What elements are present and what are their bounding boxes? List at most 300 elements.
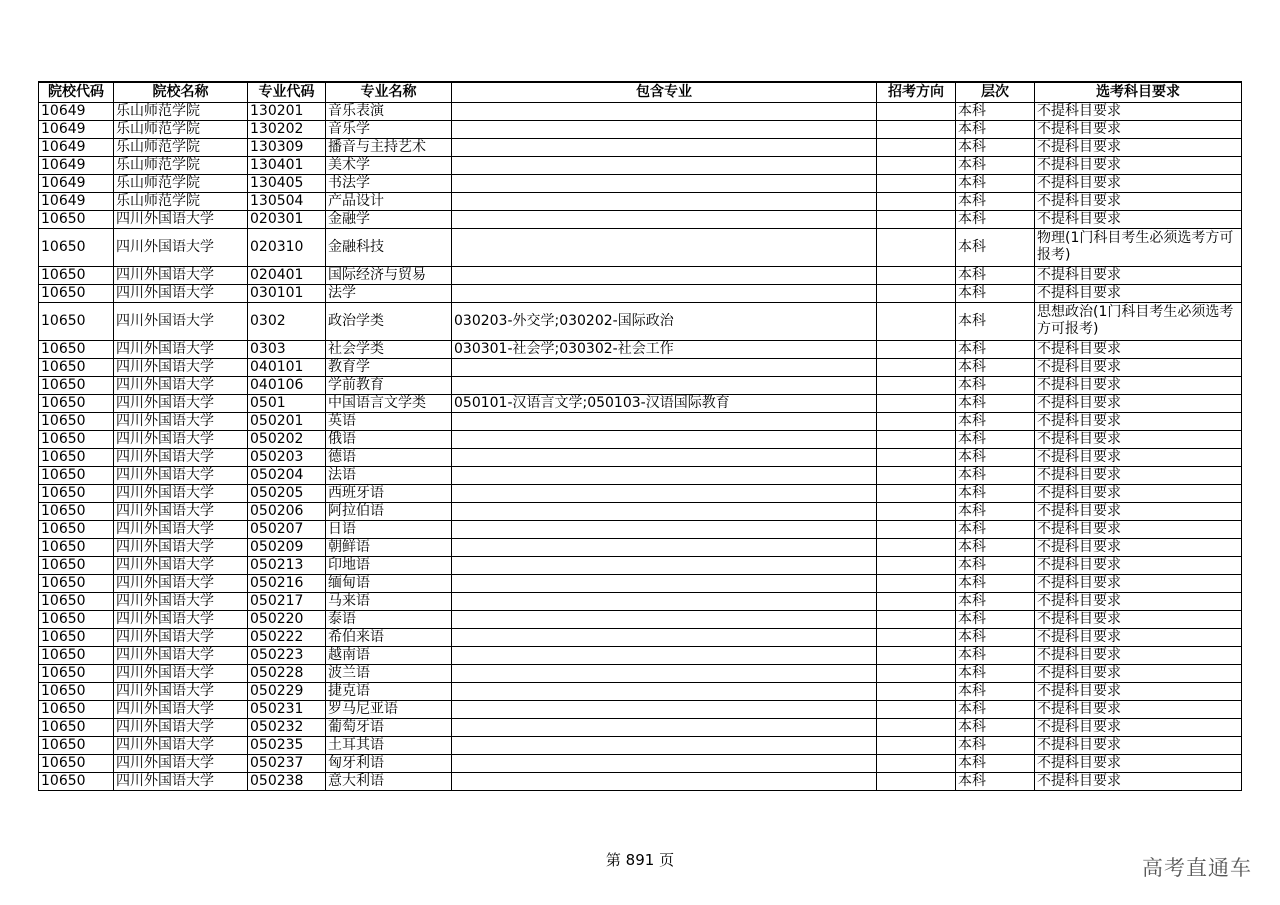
cell-level: 本科 [956, 120, 1035, 138]
cell-school-name: 四川外国语大学 [114, 754, 248, 772]
cell-included-majors [452, 448, 877, 466]
cell-major-name: 播音与主持艺术 [326, 138, 452, 156]
cell-direction [877, 228, 956, 266]
cell-school-name: 乐山师范学院 [114, 174, 248, 192]
cell-school-code: 10650 [39, 430, 114, 448]
cell-subject-requirement: 不提科目要求 [1035, 538, 1242, 556]
cell-subject-requirement: 不提科目要求 [1035, 120, 1242, 138]
cell-major-name: 金融科技 [326, 228, 452, 266]
cell-subject-requirement: 不提科目要求 [1035, 718, 1242, 736]
cell-major-code: 050209 [248, 538, 326, 556]
cell-major-code: 050202 [248, 430, 326, 448]
cell-major-name: 学前教育 [326, 376, 452, 394]
cell-major-name: 朝鲜语 [326, 538, 452, 556]
cell-included-majors [452, 736, 877, 754]
cell-school-name: 四川外国语大学 [114, 448, 248, 466]
cell-direction [877, 340, 956, 358]
table-row [39, 138, 1242, 156]
cell-direction [877, 430, 956, 448]
cell-subject-requirement: 物理(1门科目考生必须选考方可报考) [1035, 228, 1242, 266]
cell-school-code: 10650 [39, 538, 114, 556]
header-school-code: 院校代码 [39, 82, 114, 102]
cell-major-code: 050203 [248, 448, 326, 466]
cell-school-code: 10650 [39, 376, 114, 394]
table-row [39, 228, 1242, 266]
cell-subject-requirement: 不提科目要求 [1035, 192, 1242, 210]
table-row [39, 754, 1242, 772]
cell-major-code: 050222 [248, 628, 326, 646]
cell-subject-requirement: 不提科目要求 [1035, 700, 1242, 718]
cell-school-code: 10650 [39, 718, 114, 736]
table-row [39, 156, 1242, 174]
cell-school-code: 10650 [39, 520, 114, 538]
cell-subject-requirement: 不提科目要求 [1035, 772, 1242, 790]
cell-direction [877, 302, 956, 340]
cell-level: 本科 [956, 700, 1035, 718]
cell-direction [877, 754, 956, 772]
cell-direction [877, 592, 956, 610]
cell-major-name: 西班牙语 [326, 484, 452, 502]
cell-major-name: 美术学 [326, 156, 452, 174]
cell-major-name: 越南语 [326, 646, 452, 664]
cell-major-code: 030101 [248, 284, 326, 302]
cell-included-majors [452, 628, 877, 646]
table-row [39, 192, 1242, 210]
cell-included-majors: 030203-外交学;030202-国际政治 [452, 302, 877, 340]
cell-level: 本科 [956, 210, 1035, 228]
cell-level: 本科 [956, 646, 1035, 664]
table-header-row [39, 82, 1242, 102]
cell-included-majors [452, 772, 877, 790]
cell-direction [877, 574, 956, 592]
table-row [39, 664, 1242, 682]
cell-school-name: 四川外国语大学 [114, 266, 248, 284]
cell-school-code: 10650 [39, 228, 114, 266]
table-row [39, 394, 1242, 412]
cell-school-code: 10650 [39, 484, 114, 502]
cell-level: 本科 [956, 138, 1035, 156]
cell-direction [877, 466, 956, 484]
cell-school-code: 10650 [39, 772, 114, 790]
table-row [39, 120, 1242, 138]
cell-school-name: 四川外国语大学 [114, 376, 248, 394]
cell-major-code: 050216 [248, 574, 326, 592]
cell-major-name: 音乐学 [326, 120, 452, 138]
cell-school-name: 四川外国语大学 [114, 736, 248, 754]
cell-major-code: 130201 [248, 102, 326, 120]
header-included-majors: 包含专业 [452, 82, 877, 102]
cell-subject-requirement: 不提科目要求 [1035, 138, 1242, 156]
cell-major-name: 政治学类 [326, 302, 452, 340]
cell-major-name: 社会学类 [326, 340, 452, 358]
cell-direction [877, 646, 956, 664]
cell-school-name: 四川外国语大学 [114, 412, 248, 430]
table-row [39, 174, 1242, 192]
cell-included-majors [452, 610, 877, 628]
table-row [39, 302, 1242, 340]
cell-school-code: 10650 [39, 754, 114, 772]
cell-direction [877, 502, 956, 520]
cell-major-code: 020301 [248, 210, 326, 228]
cell-direction [877, 394, 956, 412]
cell-major-code: 020401 [248, 266, 326, 284]
header-direction: 招考方向 [877, 82, 956, 102]
cell-school-code: 10650 [39, 266, 114, 284]
cell-direction [877, 156, 956, 174]
cell-included-majors [452, 556, 877, 574]
cell-major-code: 050220 [248, 610, 326, 628]
cell-level: 本科 [956, 156, 1035, 174]
table-row [39, 376, 1242, 394]
cell-major-name: 印地语 [326, 556, 452, 574]
cell-level: 本科 [956, 754, 1035, 772]
cell-school-code: 10650 [39, 502, 114, 520]
cell-major-name: 匈牙利语 [326, 754, 452, 772]
cell-level: 本科 [956, 736, 1035, 754]
cell-included-majors [452, 574, 877, 592]
cell-level: 本科 [956, 466, 1035, 484]
cell-major-name: 音乐表演 [326, 102, 452, 120]
cell-level: 本科 [956, 284, 1035, 302]
cell-direction [877, 284, 956, 302]
cell-major-name: 波兰语 [326, 664, 452, 682]
cell-included-majors: 050101-汉语言文学;050103-汉语国际教育 [452, 394, 877, 412]
cell-direction [877, 682, 956, 700]
table-row [39, 682, 1242, 700]
cell-included-majors [452, 754, 877, 772]
cell-level: 本科 [956, 664, 1035, 682]
cell-major-code: 050206 [248, 502, 326, 520]
cell-major-code: 0501 [248, 394, 326, 412]
cell-school-name: 四川外国语大学 [114, 520, 248, 538]
cell-direction [877, 358, 956, 376]
cell-school-code: 10649 [39, 174, 114, 192]
cell-level: 本科 [956, 520, 1035, 538]
cell-direction [877, 210, 956, 228]
cell-major-code: 050223 [248, 646, 326, 664]
cell-direction [877, 772, 956, 790]
table-row [39, 448, 1242, 466]
cell-school-name: 四川外国语大学 [114, 574, 248, 592]
cell-school-code: 10650 [39, 340, 114, 358]
table-row [39, 266, 1242, 284]
table-row [39, 574, 1242, 592]
cell-subject-requirement: 不提科目要求 [1035, 466, 1242, 484]
cell-school-code: 10650 [39, 700, 114, 718]
cell-included-majors [452, 376, 877, 394]
page-number: 第 891 页 [605, 851, 675, 869]
cell-included-majors [452, 538, 877, 556]
cell-major-name: 土耳其语 [326, 736, 452, 754]
cell-school-code: 10650 [39, 210, 114, 228]
cell-major-name: 金融学 [326, 210, 452, 228]
cell-school-name: 乐山师范学院 [114, 192, 248, 210]
cell-level: 本科 [956, 610, 1035, 628]
table-row [39, 772, 1242, 790]
cell-direction [877, 736, 956, 754]
cell-major-code: 020310 [248, 228, 326, 266]
cell-level: 本科 [956, 302, 1035, 340]
table-row [39, 358, 1242, 376]
cell-included-majors [452, 412, 877, 430]
cell-included-majors [452, 156, 877, 174]
cell-included-majors [452, 682, 877, 700]
cell-school-name: 四川外国语大学 [114, 556, 248, 574]
cell-level: 本科 [956, 376, 1035, 394]
cell-level: 本科 [956, 448, 1035, 466]
table-row [39, 592, 1242, 610]
cell-level: 本科 [956, 628, 1035, 646]
cell-major-name: 日语 [326, 520, 452, 538]
cell-level: 本科 [956, 412, 1035, 430]
cell-direction [877, 448, 956, 466]
cell-school-name: 四川外国语大学 [114, 682, 248, 700]
cell-school-name: 乐山师范学院 [114, 120, 248, 138]
cell-major-name: 缅甸语 [326, 574, 452, 592]
cell-level: 本科 [956, 538, 1035, 556]
table-row [39, 538, 1242, 556]
table-row [39, 284, 1242, 302]
cell-school-name: 四川外国语大学 [114, 700, 248, 718]
cell-major-name: 希伯来语 [326, 628, 452, 646]
cell-subject-requirement: 不提科目要求 [1035, 358, 1242, 376]
table-row [39, 718, 1242, 736]
cell-school-name: 乐山师范学院 [114, 138, 248, 156]
admission-table [38, 81, 1242, 791]
table-row [39, 556, 1242, 574]
cell-school-name: 四川外国语大学 [114, 502, 248, 520]
cell-level: 本科 [956, 484, 1035, 502]
cell-school-name: 四川外国语大学 [114, 484, 248, 502]
cell-major-name: 马来语 [326, 592, 452, 610]
cell-included-majors [452, 484, 877, 502]
cell-included-majors [452, 120, 877, 138]
cell-level: 本科 [956, 394, 1035, 412]
cell-direction [877, 412, 956, 430]
cell-major-name: 俄语 [326, 430, 452, 448]
cell-major-name: 泰语 [326, 610, 452, 628]
cell-school-code: 10650 [39, 358, 114, 376]
cell-included-majors [452, 664, 877, 682]
cell-school-code: 10650 [39, 646, 114, 664]
cell-school-name: 四川外国语大学 [114, 302, 248, 340]
table-row [39, 646, 1242, 664]
cell-subject-requirement: 不提科目要求 [1035, 574, 1242, 592]
cell-included-majors [452, 210, 877, 228]
cell-school-name: 四川外国语大学 [114, 592, 248, 610]
cell-school-code: 10650 [39, 664, 114, 682]
table-row [39, 520, 1242, 538]
cell-school-name: 四川外国语大学 [114, 358, 248, 376]
cell-direction [877, 610, 956, 628]
cell-major-name: 英语 [326, 412, 452, 430]
cell-school-code: 10649 [39, 192, 114, 210]
cell-level: 本科 [956, 102, 1035, 120]
cell-subject-requirement: 不提科目要求 [1035, 210, 1242, 228]
cell-subject-requirement: 不提科目要求 [1035, 284, 1242, 302]
cell-subject-requirement: 不提科目要求 [1035, 682, 1242, 700]
cell-subject-requirement: 不提科目要求 [1035, 736, 1242, 754]
cell-direction [877, 376, 956, 394]
cell-level: 本科 [956, 174, 1035, 192]
cell-major-code: 050229 [248, 682, 326, 700]
cell-subject-requirement: 不提科目要求 [1035, 502, 1242, 520]
cell-school-code: 10649 [39, 102, 114, 120]
cell-major-code: 130504 [248, 192, 326, 210]
cell-subject-requirement: 不提科目要求 [1035, 646, 1242, 664]
cell-major-code: 050235 [248, 736, 326, 754]
cell-school-name: 四川外国语大学 [114, 340, 248, 358]
cell-school-code: 10650 [39, 592, 114, 610]
table-row [39, 430, 1242, 448]
cell-major-code: 050232 [248, 718, 326, 736]
cell-included-majors [452, 718, 877, 736]
cell-subject-requirement: 不提科目要求 [1035, 412, 1242, 430]
cell-direction [877, 520, 956, 538]
cell-school-name: 四川外国语大学 [114, 664, 248, 682]
cell-subject-requirement: 不提科目要求 [1035, 376, 1242, 394]
table-row [39, 736, 1242, 754]
cell-level: 本科 [956, 340, 1035, 358]
cell-school-name: 四川外国语大学 [114, 394, 248, 412]
cell-included-majors [452, 102, 877, 120]
cell-included-majors [452, 174, 877, 192]
cell-direction [877, 174, 956, 192]
cell-major-name: 法语 [326, 466, 452, 484]
cell-major-code: 0302 [248, 302, 326, 340]
cell-level: 本科 [956, 192, 1035, 210]
table-row [39, 700, 1242, 718]
cell-level: 本科 [956, 358, 1035, 376]
watermark-text: 高考直通车 [1142, 856, 1252, 880]
cell-major-code: 130309 [248, 138, 326, 156]
cell-major-code: 050201 [248, 412, 326, 430]
cell-major-code: 050213 [248, 556, 326, 574]
table-row [39, 484, 1242, 502]
cell-subject-requirement: 不提科目要求 [1035, 628, 1242, 646]
cell-direction [877, 192, 956, 210]
cell-subject-requirement: 不提科目要求 [1035, 174, 1242, 192]
cell-school-name: 四川外国语大学 [114, 284, 248, 302]
header-major-code: 专业代码 [248, 82, 326, 102]
cell-major-name: 捷克语 [326, 682, 452, 700]
cell-major-code: 0303 [248, 340, 326, 358]
cell-school-code: 10650 [39, 284, 114, 302]
cell-major-name: 产品设计 [326, 192, 452, 210]
cell-school-name: 乐山师范学院 [114, 156, 248, 174]
cell-school-code: 10649 [39, 156, 114, 174]
cell-major-code: 050238 [248, 772, 326, 790]
cell-level: 本科 [956, 430, 1035, 448]
cell-included-majors [452, 266, 877, 284]
cell-school-name: 四川外国语大学 [114, 538, 248, 556]
header-subject-requirement: 选考科目要求 [1035, 82, 1242, 102]
cell-major-name: 罗马尼亚语 [326, 700, 452, 718]
cell-subject-requirement: 不提科目要求 [1035, 754, 1242, 772]
cell-direction [877, 266, 956, 284]
table-row [39, 610, 1242, 628]
cell-school-code: 10650 [39, 448, 114, 466]
cell-direction [877, 628, 956, 646]
header-major-name: 专业名称 [326, 82, 452, 102]
cell-major-code: 130401 [248, 156, 326, 174]
cell-level: 本科 [956, 592, 1035, 610]
cell-school-code: 10650 [39, 628, 114, 646]
cell-school-name: 四川外国语大学 [114, 646, 248, 664]
cell-school-name: 四川外国语大学 [114, 772, 248, 790]
cell-included-majors [452, 358, 877, 376]
cell-subject-requirement: 不提科目要求 [1035, 556, 1242, 574]
cell-level: 本科 [956, 682, 1035, 700]
cell-subject-requirement: 不提科目要求 [1035, 430, 1242, 448]
cell-direction [877, 700, 956, 718]
cell-level: 本科 [956, 772, 1035, 790]
cell-school-name: 四川外国语大学 [114, 430, 248, 448]
cell-major-code: 050228 [248, 664, 326, 682]
cell-included-majors: 030301-社会学;030302-社会工作 [452, 340, 877, 358]
cell-included-majors [452, 520, 877, 538]
cell-included-majors [452, 138, 877, 156]
cell-school-code: 10650 [39, 610, 114, 628]
cell-school-name: 四川外国语大学 [114, 628, 248, 646]
cell-school-code: 10650 [39, 574, 114, 592]
cell-major-name: 国际经济与贸易 [326, 266, 452, 284]
cell-major-name: 葡萄牙语 [326, 718, 452, 736]
cell-subject-requirement: 不提科目要求 [1035, 266, 1242, 284]
cell-major-code: 050204 [248, 466, 326, 484]
cell-subject-requirement: 不提科目要求 [1035, 448, 1242, 466]
table-row [39, 340, 1242, 358]
cell-subject-requirement: 不提科目要求 [1035, 340, 1242, 358]
cell-major-code: 040106 [248, 376, 326, 394]
cell-included-majors [452, 430, 877, 448]
cell-subject-requirement: 不提科目要求 [1035, 592, 1242, 610]
cell-level: 本科 [956, 502, 1035, 520]
cell-school-code: 10649 [39, 138, 114, 156]
cell-school-name: 乐山师范学院 [114, 102, 248, 120]
cell-major-code: 050217 [248, 592, 326, 610]
cell-included-majors [452, 700, 877, 718]
cell-major-code: 050237 [248, 754, 326, 772]
cell-direction [877, 102, 956, 120]
cell-school-code: 10649 [39, 120, 114, 138]
cell-direction [877, 538, 956, 556]
cell-major-name: 教育学 [326, 358, 452, 376]
table-row [39, 466, 1242, 484]
cell-direction [877, 664, 956, 682]
header-school-name: 院校名称 [114, 82, 248, 102]
cell-major-code: 130405 [248, 174, 326, 192]
cell-major-code: 040101 [248, 358, 326, 376]
cell-school-name: 四川外国语大学 [114, 610, 248, 628]
cell-included-majors [452, 192, 877, 210]
cell-major-name: 阿拉伯语 [326, 502, 452, 520]
cell-major-code: 050207 [248, 520, 326, 538]
cell-included-majors [452, 466, 877, 484]
cell-direction [877, 484, 956, 502]
cell-level: 本科 [956, 574, 1035, 592]
cell-school-code: 10650 [39, 412, 114, 430]
cell-school-name: 四川外国语大学 [114, 210, 248, 228]
cell-level: 本科 [956, 718, 1035, 736]
table-row [39, 102, 1242, 120]
table-row [39, 628, 1242, 646]
cell-subject-requirement: 思想政治(1门科目考生必须选考方可报考) [1035, 302, 1242, 340]
header-level: 层次 [956, 82, 1035, 102]
cell-major-name: 中国语言文学类 [326, 394, 452, 412]
cell-direction [877, 556, 956, 574]
cell-level: 本科 [956, 556, 1035, 574]
